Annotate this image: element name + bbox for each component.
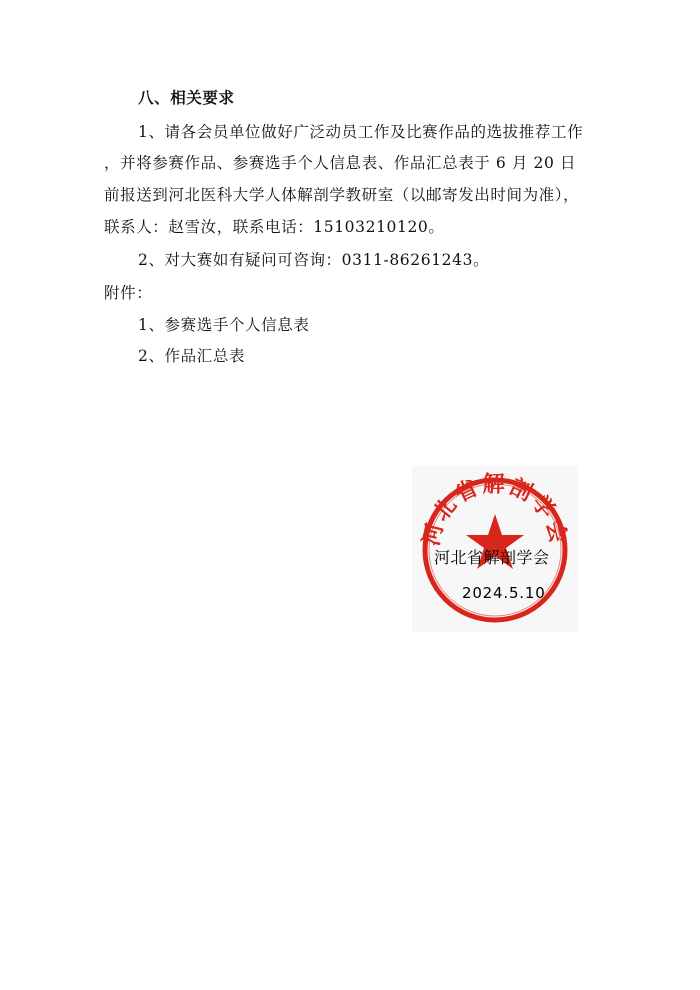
requirement-2: 2、对大赛如有疑问可咨询：0311-86261243。 xyxy=(138,251,490,269)
attachments-title: 附件： xyxy=(104,284,153,302)
signature-date: 2024.5.10 xyxy=(462,584,546,602)
signature-organization: 河北省解剖学会 xyxy=(434,548,550,567)
requirement-1-line-2: ，并将参赛作品、参赛选手个人信息表、作品汇总表于 6 月 20 日 xyxy=(104,154,577,172)
attachment-item: 1、参赛选手个人信息表 xyxy=(138,316,310,334)
svg-text:河北省解剖学会: 河北省解剖学会 xyxy=(418,471,572,549)
section-heading: 八、相关要求 xyxy=(138,88,235,107)
requirement-1-line-3: 前报送到河北医科大学人体解剖学教研室（以邮寄发出时间为准）， xyxy=(104,186,580,204)
attachment-item: 2、作品汇总表 xyxy=(138,347,246,365)
requirement-1-line-4: 联系人：赵雪汝，联系电话：15103210120。 xyxy=(104,218,445,236)
requirement-1-line-1: 1、请各会员单位做好广泛动员工作及比赛作品的选拔推荐工作 xyxy=(138,123,584,141)
